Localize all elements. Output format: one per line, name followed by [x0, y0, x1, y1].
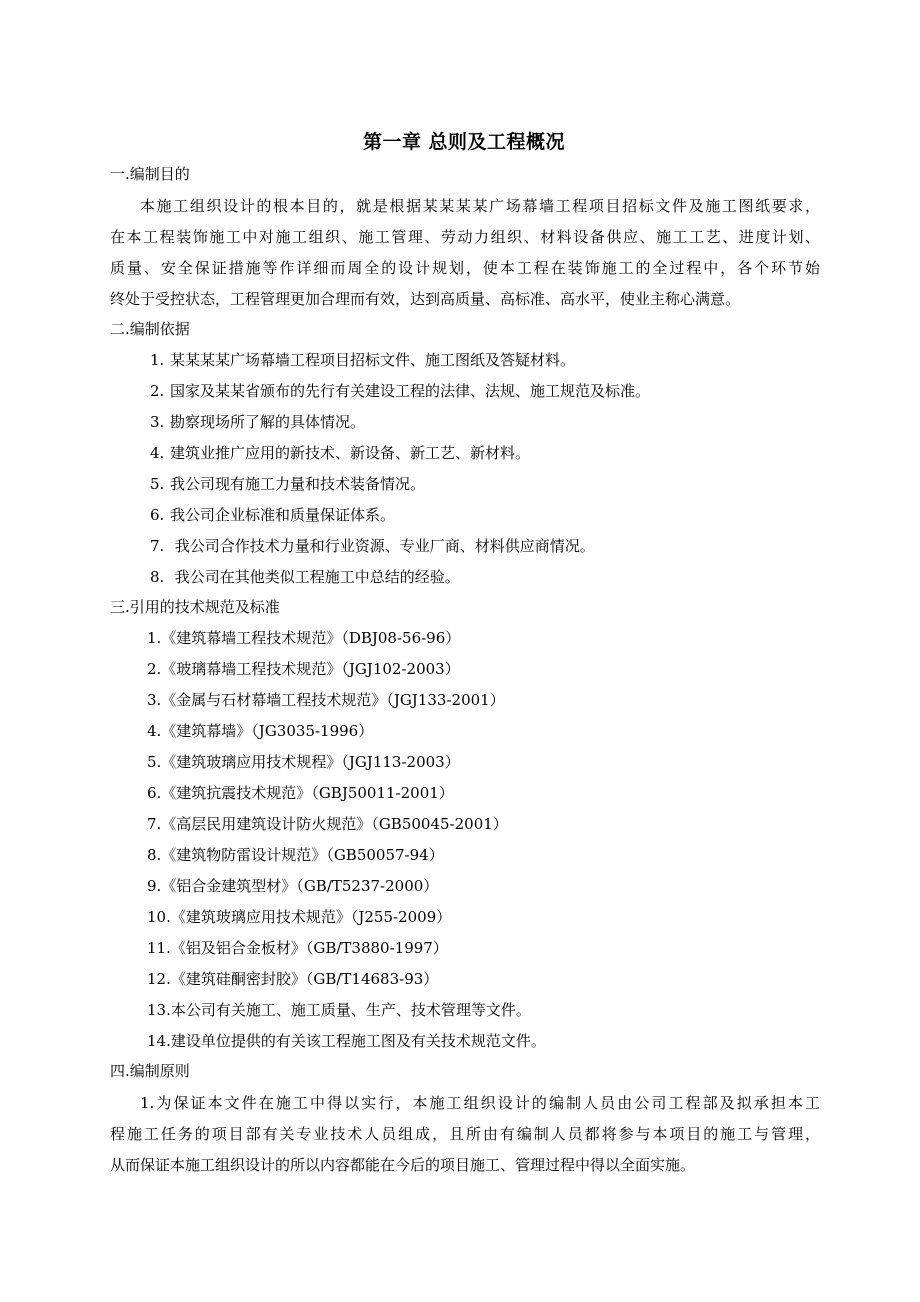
standard-item: 1.《建筑幕墙工程技术规范》（DBJ08-56-96）	[147, 629, 461, 647]
standard-item: 2.《玻璃幕墙工程技术规范》（JGJ102-2003）	[147, 660, 460, 678]
standard-item: 7.《高层民用建筑设计防火规范》（GB50045-2001）	[147, 815, 508, 833]
standard-item: 8.《建筑物防雷设计规范》（GB50057-94）	[147, 846, 444, 864]
paragraph-line: 在本工程装饰施工中对施工组织、施工管理、劳动力组织、材料设备供应、施工工艺、进度计划、	[110, 228, 820, 246]
standard-item: 4.《建筑幕墙》（JG3035-1996）	[147, 722, 374, 740]
list-item: 6. 我公司企业标准和质量保证体系。	[150, 506, 396, 524]
standard-item: 13.本公司有关施工、施工质量、生产、技术管理等文件。	[147, 1001, 531, 1019]
standard-item: 3.《金属与石材幕墙工程技术规范》（JGJ133-2001）	[147, 691, 505, 709]
paragraph-line: 终处于受控状态，工程管理更加合理而有效，达到高质量、高标准、高水平，使业主称心满意。	[110, 290, 741, 308]
standard-item: 11.《铝及铝合金板材》（GB/T3880-1997）	[147, 939, 448, 957]
section-heading-standards: 三.引用的技术规范及标准	[110, 598, 280, 616]
standard-item: 14.建设单位提供的有关该工程施工图及有关技术规范文件。	[147, 1032, 546, 1050]
list-item: 4. 建筑业推广应用的新技术、新设备、新工艺、新材料。	[150, 444, 531, 462]
list-item: 8. 我公司在其他类似工程施工中总结的经验。	[150, 568, 460, 586]
paragraph-line: 1.为保证本文件在施工中得以实行，本施工组织设计的编制人员由公司工程部及拟承担本工	[140, 1094, 820, 1112]
section-heading-basis: 二.编制依据	[110, 320, 190, 338]
paragraph-line: 本施工组织设计的根本目的，就是根据某某某某广场幕墙工程项目招标文件及施工图纸要求，	[140, 197, 820, 215]
standard-item: 10.《建筑玻璃应用技术规范》（J255-2009）	[147, 908, 452, 926]
standard-item: 5.《建筑玻璃应用技术规程》（JGJ113-2003）	[147, 753, 460, 771]
list-item: 7. 我公司合作技术力量和行业资源、专业厂商、材料供应商情况。	[150, 537, 595, 555]
section-heading-principles: 四.编制原则	[110, 1062, 190, 1080]
paragraph-line: 从而保证本施工组织设计的所以内容都能在今后的项目施工、管理过程中得以全面实施。	[110, 1156, 696, 1174]
paragraph-line: 程施工任务的项目部有关专业技术人员组成，且所由有编制人员都将参与本项目的施工与管理，	[110, 1125, 820, 1143]
list-item: 3. 勘察现场所了解的具体情况。	[150, 413, 366, 431]
list-item: 5. 我公司现有施工力量和技术装备情况。	[150, 475, 426, 493]
standard-item: 12.《建筑硅酮密封胶》（GB/T14683-93）	[147, 970, 439, 988]
list-item: 2. 国家及某某省颁布的先行有关建设工程的法律、法规、施工规范及标准。	[150, 382, 651, 400]
section-heading-purpose: 一.编制目的	[110, 165, 190, 183]
list-item: 1. 某某某某广场幕墙工程项目招标文件、施工图纸及答疑材料。	[150, 351, 576, 369]
standard-item: 6.《建筑抗震技术规范》（GBJ50011-2001）	[147, 784, 454, 802]
standard-item: 9.《铝合金建筑型材》（GB/T5237-2000）	[147, 877, 439, 895]
chapter-title: 第一章 总则及工程概况	[362, 131, 566, 153]
paragraph-line: 质量、安全保证措施等作详细而周全的设计规划，使本工程在装饰施工的全过程中，各个环节始	[110, 259, 820, 277]
